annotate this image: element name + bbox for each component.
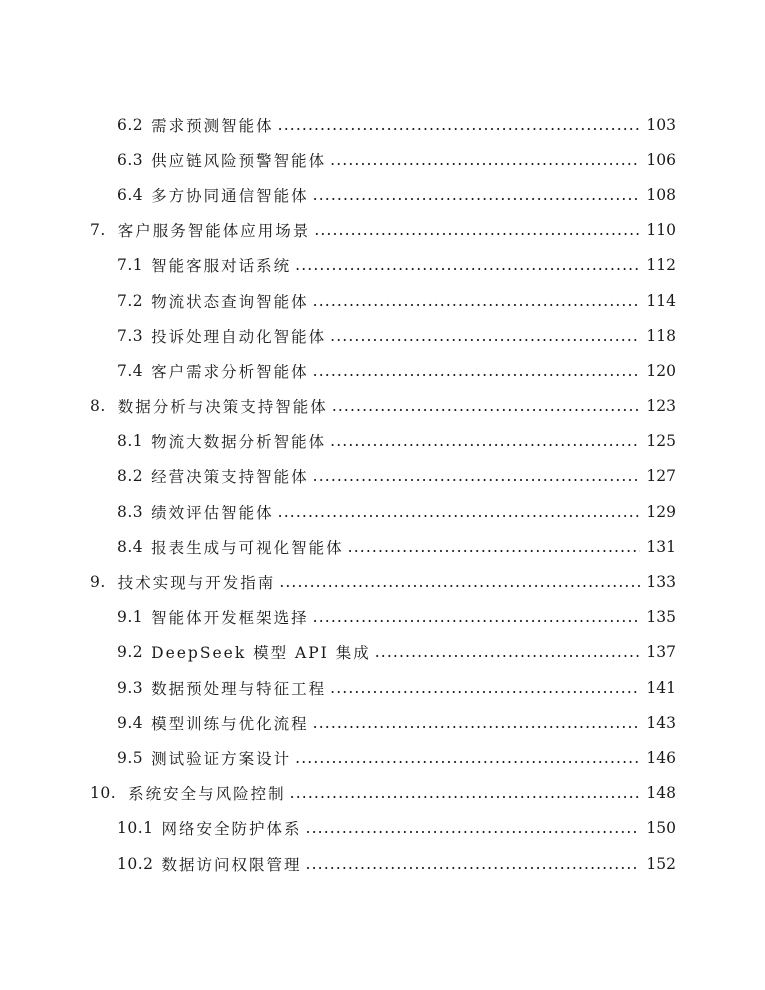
toc-dot-leader [313,292,640,310]
toc-entry-number: 7.3 [117,326,144,345]
toc-entry-number: 9. [90,573,106,592]
toc-dot-leader [330,679,640,697]
toc-entry-page-number: 137 [646,643,676,662]
toc-entry-number: 10.2 [117,854,154,873]
toc-dot-leader [313,467,640,485]
toc-dot-leader [279,573,640,591]
toc-dot-leader [306,855,640,873]
table-of-contents [0,107,765,881]
toc-entry-title: 需求预测智能体 [151,116,274,135]
toc-entry-number: 8.3 [117,502,144,521]
toc-entry-title: 模型训练与优化流程 [151,714,309,733]
toc-entry-page-number: 103 [646,115,676,134]
toc-section-entry[interactable] [0,107,676,142]
toc-entry-page-number: 148 [646,784,676,803]
toc-dot-leader [348,538,640,556]
toc-section-entry[interactable] [0,424,676,459]
toc-dot-leader [332,397,640,415]
toc-entry-page-number: 127 [646,467,676,486]
toc-section-entry[interactable] [0,670,676,705]
toc-section-entry[interactable] [0,494,676,529]
toc-chapter-entry[interactable] [0,213,676,248]
toc-entry-title: 供应链风险预警智能体 [151,151,327,170]
toc-chapter-entry[interactable] [0,389,676,424]
toc-dot-leader [314,221,640,239]
toc-entry-number: 9.2 [117,643,144,662]
toc-chapter-entry[interactable] [0,564,676,599]
toc-dot-leader [330,432,640,450]
toc-entry-number: 9.4 [117,713,144,732]
toc-section-entry[interactable] [0,740,676,775]
toc-entry-page-number: 152 [646,854,676,873]
toc-entry-page-number: 129 [646,502,676,521]
toc-section-entry[interactable] [0,142,676,177]
toc-entry-title: 投诉处理自动化智能体 [151,327,327,346]
toc-section-entry[interactable] [0,529,676,564]
toc-entry-page-number: 133 [646,573,676,592]
toc-section-entry[interactable] [0,248,676,283]
toc-section-entry[interactable] [0,635,676,670]
toc-entry-title: 多方协同通信智能体 [151,186,309,205]
toc-entry-number: 8. [90,397,106,416]
toc-dot-leader [313,186,640,204]
toc-entry-title: 智能体开发框架选择 [151,609,309,628]
toc-dot-leader [290,784,640,802]
toc-dot-leader [278,503,640,521]
toc-entry-number: 7.4 [117,361,144,380]
toc-section-entry[interactable] [0,811,676,846]
toc-entry-number: 6.3 [117,150,144,169]
toc-section-entry[interactable] [0,177,676,212]
toc-section-entry[interactable] [0,600,676,635]
toc-entry-title: DeepSeek 模型 API 集成 [151,644,371,663]
toc-entry-page-number: 141 [646,678,676,697]
toc-section-entry[interactable] [0,846,676,881]
toc-entry-page-number: 114 [646,291,676,310]
toc-section-entry[interactable] [0,459,676,494]
toc-entry-number: 9.1 [117,608,144,627]
toc-entry-number: 7. [90,221,106,240]
toc-entry-page-number: 135 [646,608,676,627]
toc-entry-page-number: 146 [646,748,676,767]
toc-dot-leader [375,643,640,661]
toc-entry-page-number: 120 [646,361,676,380]
toc-entry-page-number: 123 [646,397,676,416]
toc-entry-page-number: 150 [646,819,676,838]
toc-section-entry[interactable] [0,318,676,353]
toc-section-entry[interactable] [0,283,676,318]
toc-entry-title: 物流状态查询智能体 [151,292,309,311]
toc-entry-number: 9.5 [117,748,144,767]
toc-entry-page-number: 112 [646,256,676,275]
toc-entry-title: 物流大数据分析智能体 [151,433,327,452]
toc-entry-title: 客户需求分析智能体 [151,362,309,381]
toc-entry-title: 经营决策支持智能体 [151,468,309,487]
toc-entry-title: 系统安全与风险控制 [128,785,286,804]
toc-entry-number: 9.3 [117,678,144,697]
toc-entry-number: 7.1 [117,256,144,275]
toc-dot-leader [313,362,640,380]
toc-entry-title: 网络安全防护体系 [161,820,302,839]
toc-entry-page-number: 118 [646,326,676,345]
toc-entry-page-number: 143 [646,713,676,732]
toc-entry-title: 测试验证方案设计 [151,749,292,768]
toc-entry-title: 绩效评估智能体 [151,503,274,522]
toc-entry-title: 智能客服对话系统 [151,257,292,276]
toc-entry-title: 数据预处理与特征工程 [151,679,327,698]
toc-entry-page-number: 106 [646,150,676,169]
toc-dot-leader [313,608,640,626]
toc-entry-number: 6.4 [117,185,144,204]
toc-section-entry[interactable] [0,353,676,388]
toc-entry-number: 8.1 [117,432,144,451]
toc-entry-title: 数据访问权限管理 [161,855,302,874]
toc-dot-leader [306,819,640,837]
toc-entry-title: 技术实现与开发指南 [117,574,276,593]
toc-chapter-entry[interactable] [0,776,676,811]
toc-dot-leader [313,714,640,732]
toc-entry-page-number: 110 [646,221,676,240]
toc-dot-leader [295,256,640,274]
toc-entry-title: 报表生成与可视化智能体 [151,538,344,557]
toc-entry-title: 数据分析与决策支持智能体 [117,398,328,417]
toc-entry-page-number: 131 [646,537,676,556]
toc-entry-number: 7.2 [117,291,144,310]
toc-section-entry[interactable] [0,705,676,740]
toc-entry-number: 6.2 [117,115,144,134]
toc-dot-leader [330,327,640,345]
toc-entry-number: 8.2 [117,467,144,486]
toc-entry-page-number: 108 [646,185,676,204]
toc-dot-leader [278,116,640,134]
toc-dot-leader [330,151,640,169]
toc-dot-leader [295,749,640,767]
toc-entry-page-number: 125 [646,432,676,451]
toc-entry-number: 8.4 [117,537,144,556]
toc-entry-title: 客户服务智能体应用场景 [117,222,311,241]
toc-entry-number: 10.1 [117,819,154,838]
toc-entry-number: 10. [90,784,117,803]
